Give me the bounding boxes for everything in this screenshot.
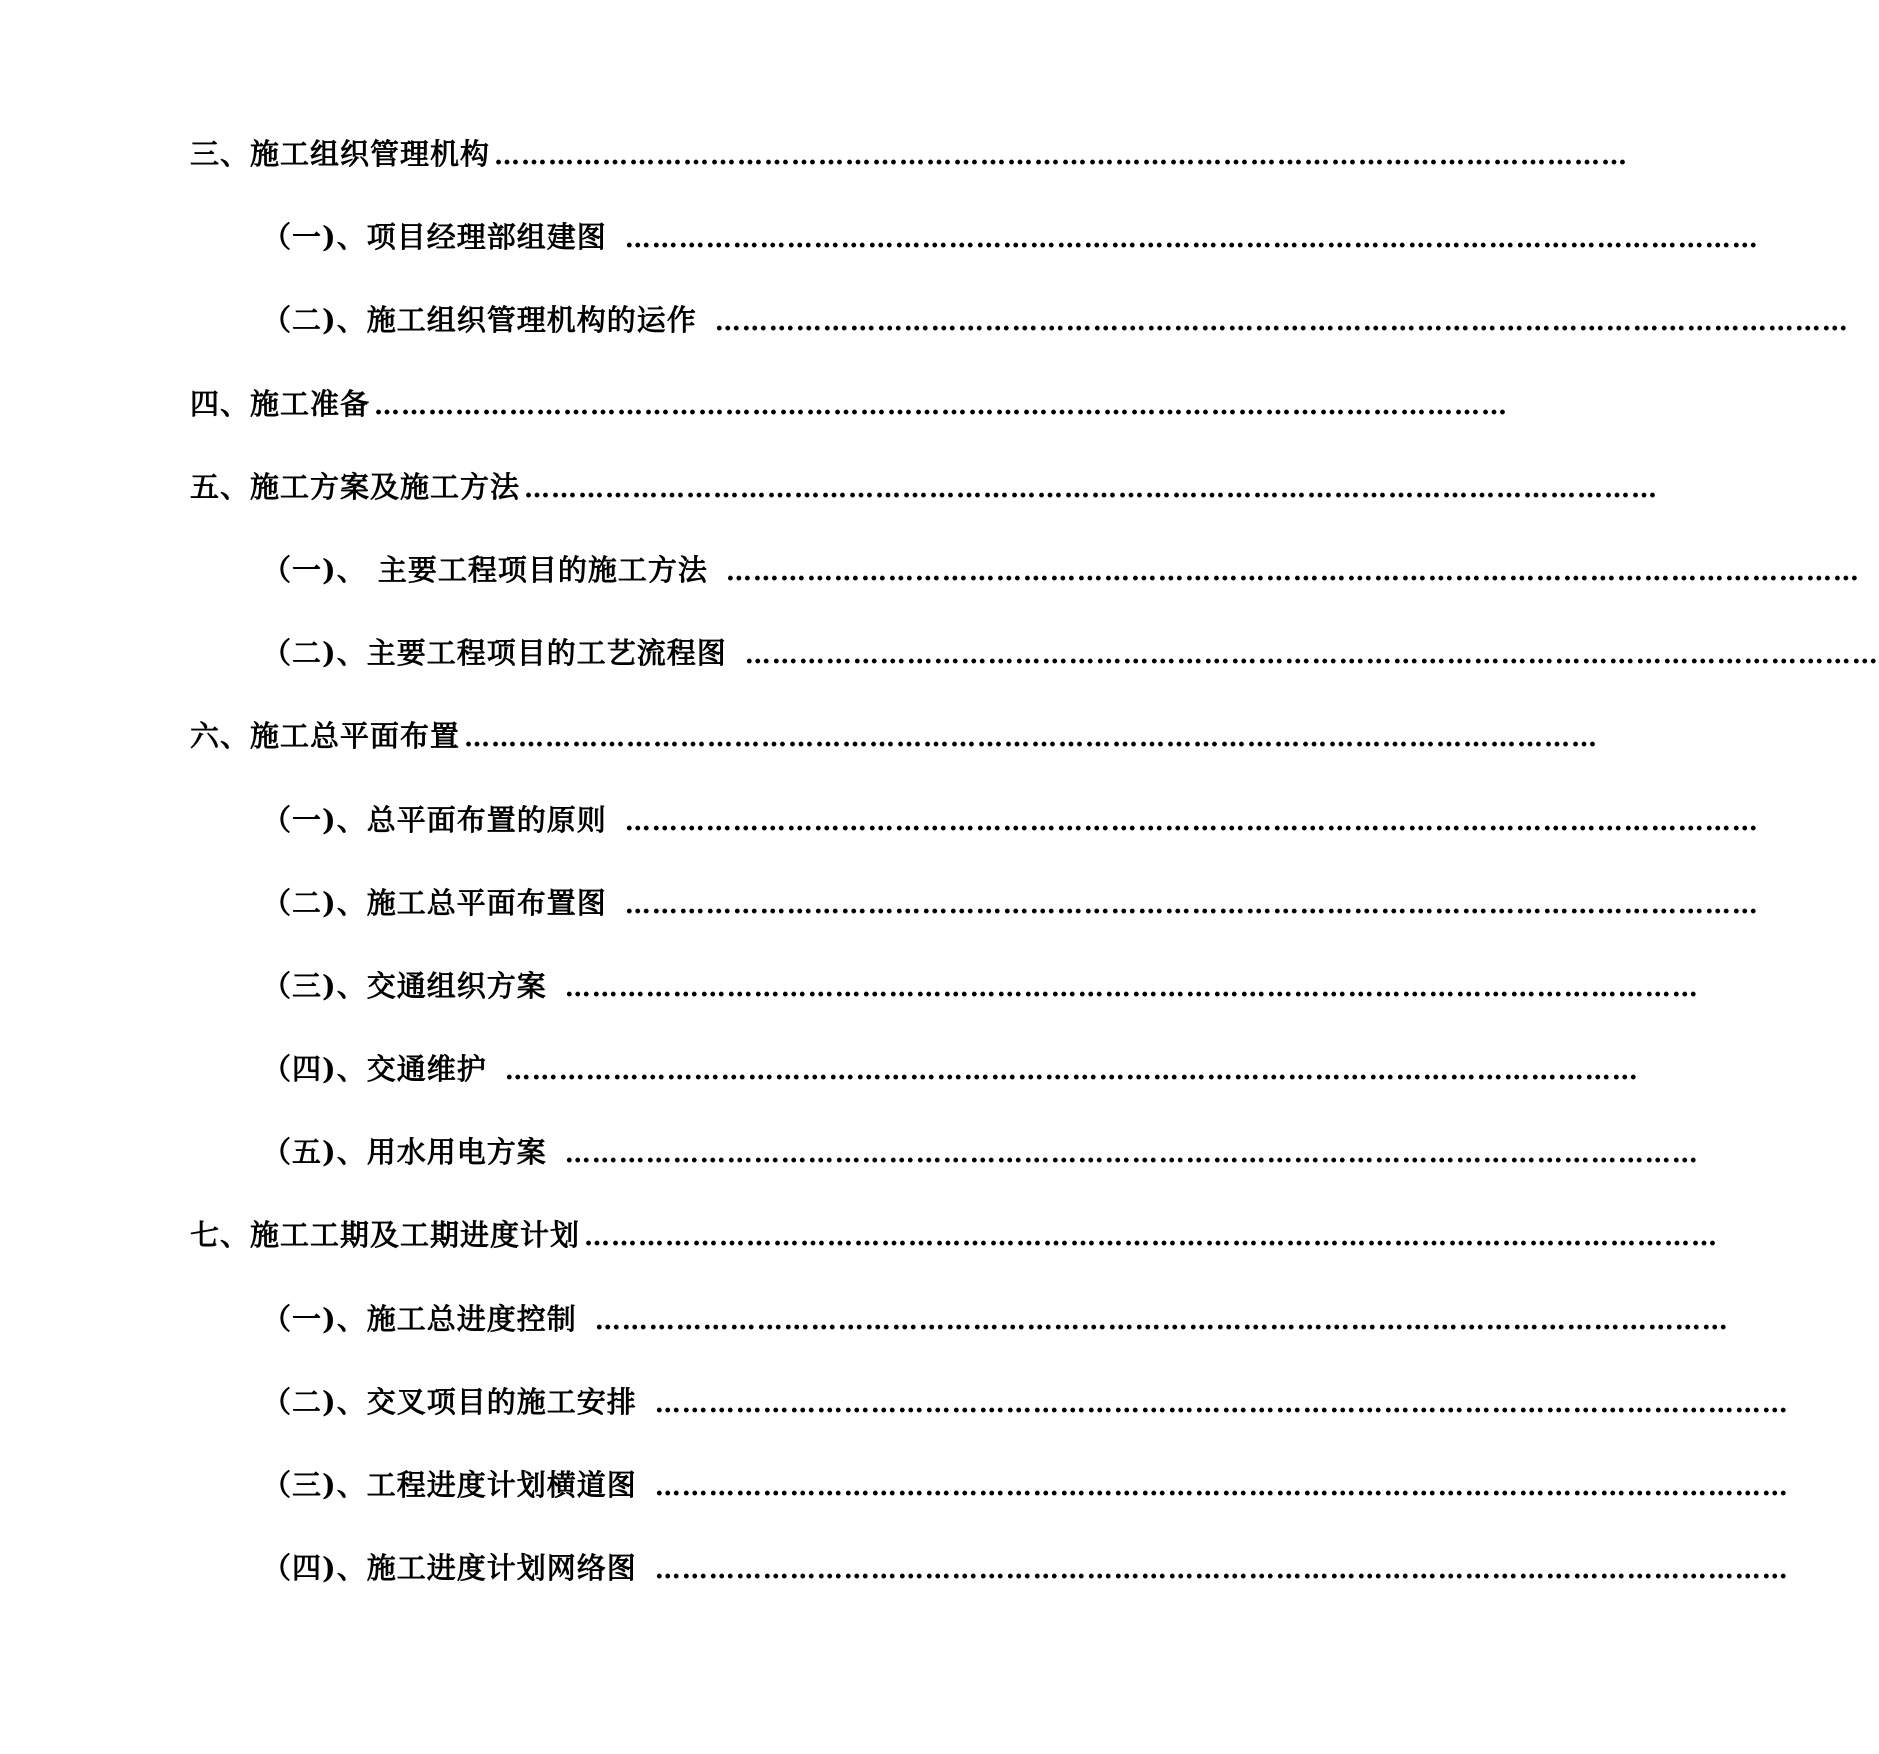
toc-dot-leader: ………………………………………………………………………………………………………………	[714, 307, 1849, 338]
table-of-contents	[190, 124, 1879, 1621]
toc-dot-leader: ………………………………………………………………………………………………………………	[564, 972, 1699, 1003]
toc-entry-section-6-1[interactable]	[190, 790, 1759, 873]
toc-entry-title: 七、施工工期及工期进度计划	[190, 1218, 581, 1253]
toc-entry-title: （二)、施工总平面布置图	[262, 885, 607, 920]
toc-entry-section-5-1[interactable]	[190, 540, 1860, 623]
toc-entry-section-7-2[interactable]	[190, 1372, 1789, 1455]
toc-entry-title: 六、施工总平面布置	[190, 719, 461, 754]
toc-entry-section-4[interactable]	[190, 374, 1509, 457]
toc-dot-leader: ………………………………………………………………………………………………………………	[744, 640, 1879, 671]
toc-dot-leader: ………………………………………………………………………………………………………………	[624, 224, 1759, 255]
toc-entry-section-6-4[interactable]	[190, 1039, 1639, 1122]
toc-entry-title: （三)、工程进度计划横道图	[262, 1468, 637, 1502]
toc-entry-title: （四)、施工进度计划网络图	[262, 1551, 637, 1586]
toc-entry-section-3-1[interactable]	[190, 207, 1759, 290]
toc-entry-title: （一)、项目经理部组建图	[262, 220, 607, 255]
toc-entry-title: （二)、交叉项目的施工安排	[262, 1384, 637, 1419]
toc-entry-section-6-3[interactable]	[190, 956, 1699, 1039]
toc-entry-title: （三)、交通组织方案	[262, 968, 547, 1003]
toc-entry-section-7-4[interactable]	[190, 1538, 1789, 1621]
toc-entry-section-5[interactable]	[190, 457, 1659, 540]
toc-entry-title: （一)、总平面布置的原则	[262, 802, 607, 837]
toc-entry-title: （一)、 主要工程项目的施工方法	[262, 552, 708, 587]
toc-entry-section-7[interactable]	[190, 1205, 1719, 1288]
toc-entry-section-7-3[interactable]	[190, 1455, 1789, 1538]
toc-entry-title: 四、施工准备	[190, 386, 371, 421]
toc-entry-title: 三、施工组织管理机构	[190, 137, 491, 171]
toc-entry-title: （四)、交通维护	[262, 1052, 487, 1087]
toc-entry-section-3[interactable]	[190, 124, 1629, 207]
toc-dot-leader: ………………………………………………………………………………………………………………	[564, 1139, 1699, 1170]
toc-dot-leader: ………………………………………………………………………………………………………………	[654, 1555, 1789, 1586]
toc-dot-leader: ………………………………………………………………………………………………………………	[594, 1305, 1729, 1336]
toc-entry-section-6-2[interactable]	[190, 873, 1759, 956]
toc-entry-title: 五、施工方案及施工方法	[190, 469, 521, 504]
toc-entry-section-7-1[interactable]	[190, 1289, 1729, 1372]
toc-entry-section-6[interactable]	[190, 706, 1599, 789]
toc-dot-leader: ………………………………………………………………………………………………………………	[504, 1056, 1639, 1087]
toc-dot-leader: ………………………………………………………………………………………………………………	[654, 1472, 1789, 1502]
toc-entry-section-5-2[interactable]	[190, 623, 1879, 706]
toc-dot-leader: ………………………………………………………………………………………………………………	[654, 1388, 1789, 1419]
toc-dot-leader: ………………………………………………………………………………………………………………	[494, 141, 1629, 171]
toc-entry-title: （二)、施工组织管理机构的运作	[262, 303, 697, 338]
toc-entry-title: （五)、用水用电方案	[262, 1135, 547, 1170]
toc-dot-leader: ………………………………………………………………………………………………………………	[524, 473, 1659, 504]
toc-dot-leader: ………………………………………………………………………………………………………………	[725, 556, 1860, 587]
toc-entry-title: （二)、主要工程项目的工艺流程图	[262, 636, 727, 671]
toc-entry-title: （一)、施工总进度控制	[262, 1301, 577, 1336]
toc-entry-section-6-5[interactable]	[190, 1122, 1699, 1205]
toc-dot-leader: ………………………………………………………………………………………………………………	[624, 889, 1759, 920]
toc-dot-leader: ………………………………………………………………………………………………………………	[374, 390, 1509, 421]
toc-dot-leader: ………………………………………………………………………………………………………………	[464, 723, 1599, 754]
toc-dot-leader: ………………………………………………………………………………………………………………	[624, 806, 1759, 837]
toc-dot-leader: ………………………………………………………………………………………………………………	[584, 1222, 1719, 1253]
toc-entry-section-3-2[interactable]	[190, 290, 1849, 373]
